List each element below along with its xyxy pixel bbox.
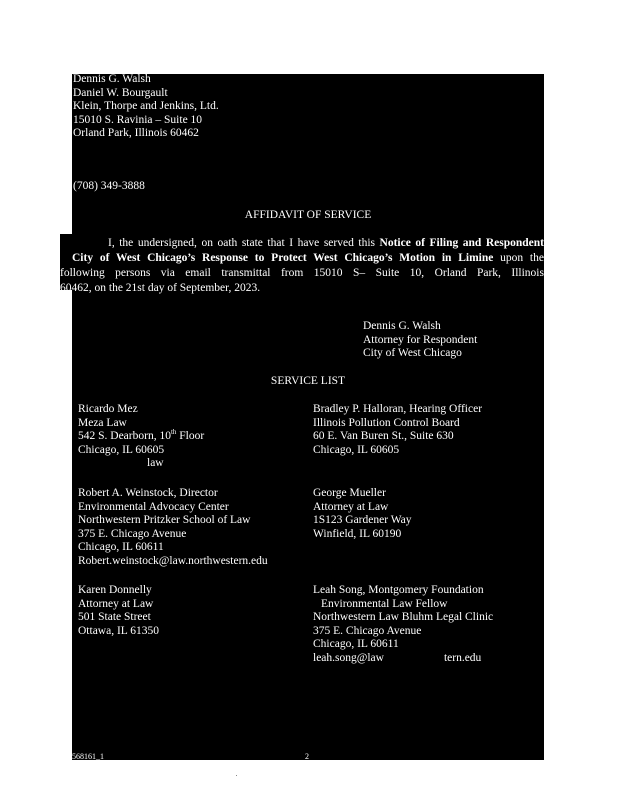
contact-block <box>78 584 159 638</box>
letterhead-line: Orland Park, Illinois 60462 <box>73 127 199 139</box>
contact-email: Robert.weinstock@law.northwestern.edu <box>78 554 268 567</box>
contact-block <box>313 487 412 541</box>
contact-line: Meza Law <box>78 416 127 429</box>
footer-page-number: 2 <box>305 752 309 761</box>
contact-line: Ottawa, IL 61350 <box>78 624 160 637</box>
service-list-title: SERVICE LIST <box>270 375 346 387</box>
contact-text: 542 S. Dearborn, 10 <box>78 430 171 442</box>
paragraph-line-2 <box>72 251 544 266</box>
contact-block <box>78 487 268 568</box>
letterhead-line: Daniel W. Bourgault <box>73 86 168 99</box>
signature-line: Attorney for Respondent <box>363 333 478 346</box>
contact-line: 1S123 Gardener Way <box>313 514 412 526</box>
paragraph-text: upon the <box>493 252 544 264</box>
contact-email <box>313 652 493 666</box>
letterhead-line: Klein, Thorpe and Jenkins, Ltd. <box>73 100 219 112</box>
contact-line: Chicago, IL 60605 <box>313 443 400 456</box>
contact-line: George Mueller <box>313 487 386 499</box>
contact-text: Floor <box>176 430 205 442</box>
contact-line: Ricardo Mez <box>78 403 138 415</box>
signature-line: City of West Chicago <box>363 347 462 359</box>
paragraph-line-1 <box>72 236 544 251</box>
contact-line: Robert A. Weinstock, Director <box>78 487 218 499</box>
footer-doc-id: 568161_1 <box>72 752 104 761</box>
contact-block <box>78 403 204 471</box>
contact-line: Chicago, IL 60605 <box>78 443 165 456</box>
signature-line: Dennis G. Walsh <box>363 320 441 332</box>
document-title: AFFIDAVIT OF SERVICE <box>244 209 372 221</box>
contact-line <box>78 430 204 444</box>
email-fragment: tern.edu <box>443 651 482 664</box>
contact-line: 501 State Street <box>78 611 151 623</box>
paragraph-bold-text: Notice of Filing and Respondent <box>379 237 544 249</box>
affidavit-paragraph <box>60 236 544 296</box>
contact-line: Chicago, IL 60611 <box>78 541 164 553</box>
contact-line: Leah Song, Montgomery Foundation <box>313 584 484 596</box>
contact-line: Attorney at Law <box>78 597 154 610</box>
phone-number: (708) 349-3888 <box>73 180 145 192</box>
paragraph-line-4: 60462, on the 21st day of September, 2023. <box>60 282 261 294</box>
contact-line: 375 E. Chicago Avenue <box>313 624 422 637</box>
paragraph-text: – Suite 10, Orland Park, Illinois <box>359 267 544 279</box>
contact-line: Northwestern Law Bluhm Legal Clinic <box>313 611 494 623</box>
contact-line: Illinois Pollution Control Board <box>313 416 460 429</box>
letterhead-line: 15010 S. Ravinia – Suite 10 <box>73 113 203 126</box>
ordinal-suffix: th <box>170 428 177 437</box>
contact-line: Environmental Advocacy Center <box>78 500 229 513</box>
contact-line: Northwestern Pritzker School of Law <box>78 514 251 526</box>
contact-line: 60 E. Van Buren St., Suite 630 <box>313 430 454 442</box>
letterhead <box>73 73 219 141</box>
paragraph-text: following persons via email transmittal from 15010 S <box>60 267 360 279</box>
contact-line: Karen Donnelly <box>78 584 152 596</box>
paragraph-text: I, the undersigned, on oath state that I have served this <box>108 237 380 249</box>
email-fragment: leah.song@law <box>313 651 384 664</box>
paragraph-line-3 <box>60 266 544 281</box>
contact-line: Bradley P. Halloran, Hearing Officer <box>313 403 483 415</box>
paragraph-bold-text: City of West Chicago’s Response to Protect West Chicago’s Motion in Limine <box>72 252 494 264</box>
contact-line: 375 E. Chicago Avenue <box>78 527 187 540</box>
contact-line: Environmental Law Fellow <box>321 597 448 610</box>
contact-line: Chicago, IL 60611 <box>313 638 399 650</box>
contact-line: Winfield, IL 60190 <box>313 527 402 540</box>
contact-line: Attorney at Law <box>313 500 389 513</box>
contact-block <box>313 584 493 665</box>
signature-block <box>363 320 477 361</box>
letterhead-line: Dennis G. Walsh <box>73 73 151 85</box>
contact-block <box>313 403 482 457</box>
scan-speck <box>236 775 237 776</box>
contact-line: law <box>147 457 164 469</box>
